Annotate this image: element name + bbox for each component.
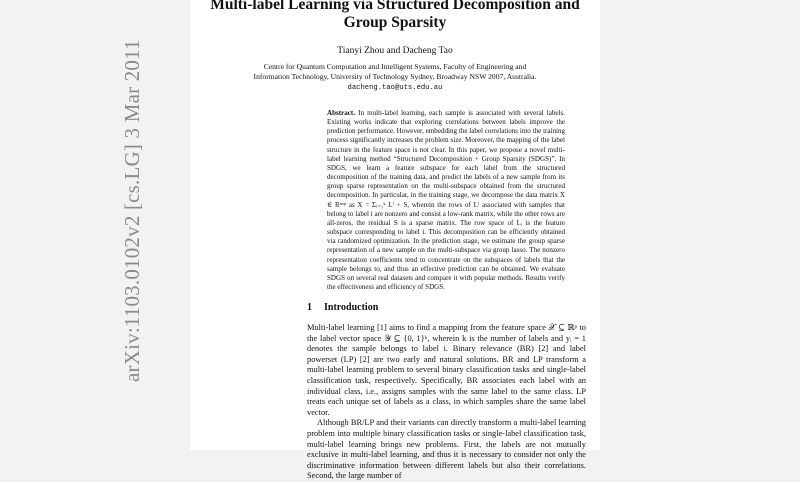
paper-title: [190, 0, 600, 32]
abstract-block: [327, 109, 565, 292]
introduction-body: [307, 323, 586, 482]
abstract-label: Abstract.: [327, 109, 355, 117]
paper-title-line-1: Multi-label Learning via Structured Decomposition and: [210, 0, 580, 13]
section-heading: [307, 302, 378, 313]
paper-page: [190, 0, 600, 481]
author-email: dacheng.tao@uts.edu.au: [347, 84, 443, 92]
affiliation-line-2: Information Technology, University of Technology Sydney, Broadway NSW 2007, Australia.: [253, 72, 537, 81]
paper-authors: Tianyi Zhou and Dacheng Tao: [337, 46, 453, 56]
paper-title-line-2: Group Sparsity: [343, 14, 447, 31]
arxiv-identifier-stamp: arXiv:1103.0102v2 [cs.LG] 3 Mar 2011: [120, 39, 144, 382]
section-number: 1: [307, 302, 312, 313]
abstract-text: In multi-label learning, each sample is associated with several labels. Existing works indicate that exploring correlations between labels improve the prediction performance. However, embedding the label correlations into the training process significantly increases the problem size. Moreover, the mapping of the label structure in the feature space is not clear. In this paper, we propose a novel multi-label learning method “Structured Decomposition + Group Sparsity (SDGS)”. In SDGS, we learn a feature subspace for each label from the structured decomposition of the training data, and predict the labels of a new sample from its group sparse representation on the multi-subspace obtained from the structured decomposition. In particular, in the training stage, we decompose the data matrix X ∈ Rⁿˣᵖ as X = Σᵢ₌₁ᵏ Lⁱ + S, wherein the rows of Lⁱ associated with samples that belong to label i are nonzero and consist a low-rank matrix, while the other rows are all-zeros, the residual S is a sparse matrix. The row space of Lᵢ is the feature subspace corresponding to label i. This decomposition can be efficiently obtained via randomized optimization. In the prediction stage, we estimate the group sparse representation of a new sample on the multi-subspace via group lasso. The nonzero representation coefficients tend to concentrate on the subspaces of labels that the sample belongs to, and thus an effective prediction can be obtained. We evaluate SDGS on several real datasets and compare it with popular methods. Results verify the effectiveness and efficiency of SDGS.: [327, 109, 566, 291]
intro-paragraph-2: Although BR/LP and their variants can directly transform a multi-label learning problem into multiple binary classification tasks or single-label classification task, multi-label learning brings new problems. First, the labels are not mutually exclusive in multi-label learning, and thus it is necessary to consider not only the discriminative information between different labels but also their correlations. Second, the large number of: [307, 418, 586, 481]
paper-affiliation: [190, 62, 600, 93]
affiliation-line-1: Centre for Quantum Computation and Intelligent Systems, Faculty of Engineering and: [263, 62, 527, 71]
section-title: Introduction: [324, 302, 379, 313]
right-margin-area: [600, 0, 800, 450]
intro-paragraph-1: Multi-label learning [1] aims to find a mapping from the feature space 𝒳 ⊆ ℝᵖ to the label vector space 𝒴 ⊆ {0, 1}ᵏ, wherein k is the number of labels and yᵢ = 1 denotes the sample belongs to label i. Binary relevance (BR) [2] and label powerset (LP) [2] are two early and natural solutions. BR and LP transform a multi-label learning problem to several binary classification tasks and single-label classification task, respectively. Specifically, BR associates each label with an individual class, i.e., assigns samples with the same label to the same class. LP treats each unique set of labels as a class, in which samples share the same label vector.: [307, 323, 586, 417]
